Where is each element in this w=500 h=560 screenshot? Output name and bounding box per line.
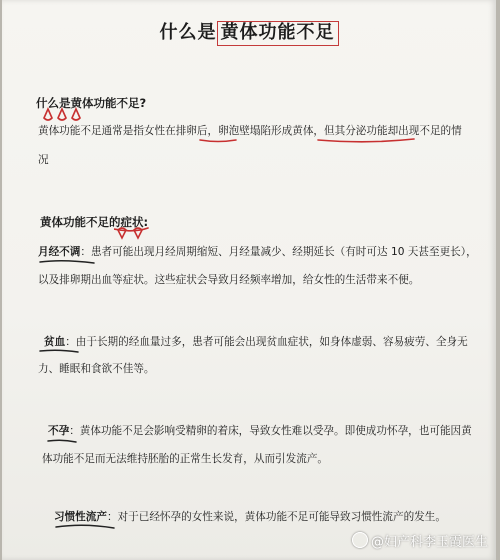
symptom-item-1	[38, 239, 477, 265]
watermark	[352, 531, 488, 550]
question-heading: 什么是黄体功能不足?	[36, 96, 147, 110]
definition-line-1: 黄体功能不足通常是指女性在排卵后，卵泡壁塌陷形成黄体，但其分泌功能却出现不足的情	[38, 125, 462, 137]
symptom-text: ：由于长期的经血量过多，患者可能会出现贫血症状，如身体虚弱、容易疲劳、全身无	[65, 336, 468, 348]
symptoms-heading: 黄体功能不足的症状:	[40, 215, 149, 229]
symptom-text: ：对于已经怀孕的女性来说，黄体功能不足可能导致习惯性流产的发生。	[106, 511, 446, 523]
title-prefix: 什么是	[159, 22, 217, 43]
definition-line-2: 况	[38, 154, 49, 166]
symptom-term: 习惯性流产	[54, 511, 107, 523]
symptom-item-1-line-2: 以及排卵期出血等症状。这些症状会导致月经频率增加，给女性的生活带来不便。	[38, 274, 420, 286]
document-page	[2, 0, 496, 560]
page-title	[2, 18, 496, 44]
symptom-text: ：患者可能出现月经周期缩短、月经量减少、经期延长（有时可达 10 天甚至更长），	[80, 246, 477, 258]
symptom-item-2-line-2: 力、睡眠和食欲不佳等。	[38, 363, 155, 375]
symptom-item-3-line-2: 体功能不足而无法维持胚胎的正常生长发育，从而引发流产。	[42, 453, 329, 465]
symptom-term: 月经不调	[38, 246, 81, 258]
symptom-term: 不孕	[48, 425, 70, 437]
title-boxed-term: 黄体功能不足	[217, 21, 339, 46]
symptom-item-3	[48, 418, 472, 444]
symptom-text: ：黄体功能不足会影响受精卵的着床，导致女性难以受孕。即使成功怀孕，也可能因黄	[69, 425, 472, 437]
watermark-text: @妇产科李玉霞医生	[370, 535, 488, 550]
symptom-item-4	[54, 504, 446, 530]
logo-icon	[352, 532, 368, 548]
symptom-term: 贫血	[44, 336, 66, 348]
symptom-item-2	[44, 329, 468, 355]
